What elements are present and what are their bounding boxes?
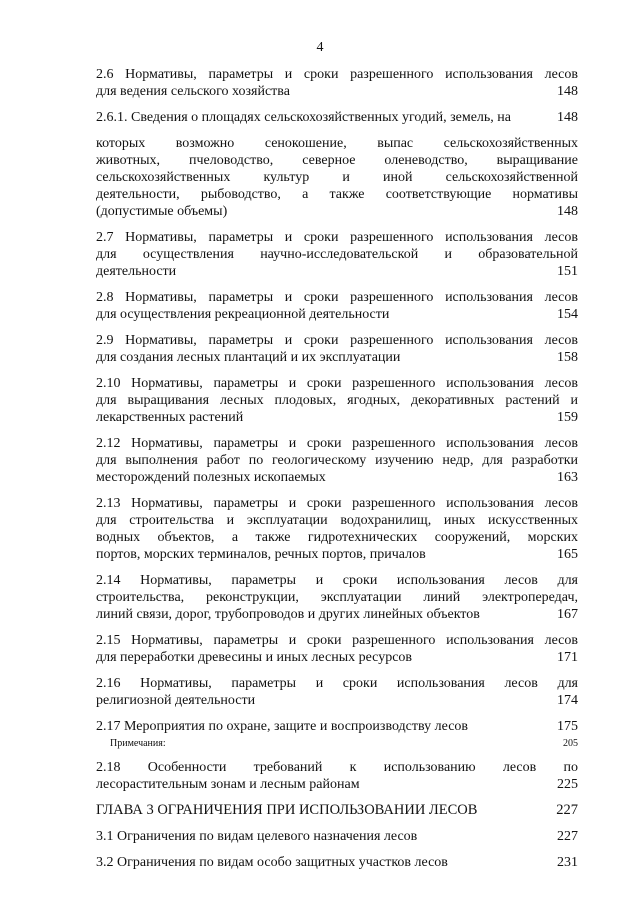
toc-entry-text-line: строительства, реконструкции, эксплуатации линий электропередач, [96,590,578,605]
toc-entry-last-line [96,649,578,666]
toc-entry-title: религиозной деятельности [96,693,256,708]
toc-entry-last-line [96,469,578,486]
toc-entry-text-line: 2.7 Нормативы, параметры и сроки разрешенного использования лесов [96,230,578,245]
toc-entry-last-line [96,83,578,100]
toc-entry-text-line: для выполнения работ по геологическому изучению недр, для разработки [96,453,578,468]
toc-page-number: 227 [556,802,578,818]
toc-entry-text-line: водных объектов, а также гидротехнических сооружений, морских [96,530,578,545]
toc-entry-text-line: 2.13 Нормативы, параметры и сроки разрешенного использования лесов [96,496,578,511]
toc-entry[interactable] [96,435,578,486]
toc-entry-last-line [96,349,578,366]
toc-entry[interactable] [96,66,578,100]
toc-entry-title: ГЛАВА 3 ОГРАНИЧЕНИЯ ПРИ ИСПОЛЬЗОВАНИИ ЛЕСОВ [96,802,478,818]
toc-entry-text-line: 2.16 Нормативы, параметры и сроки использования лесов для [96,676,578,691]
toc-entry-title: лекарственных растений [96,410,244,425]
toc-entry-last-line [96,606,578,623]
toc-entry-title: 3.2 Ограничения по видам особо защитных участков лесов [96,855,448,870]
toc-entry-last-line [96,263,578,280]
toc-page-number: 227 [557,829,578,844]
toc-entry-title: деятельности [96,264,177,279]
toc-entry-title: для осуществления рекреационной деятельности [96,307,390,322]
toc-chapter-entry[interactable] [96,802,578,819]
toc-entry[interactable] [96,854,578,871]
toc-entry[interactable] [96,495,578,563]
toc-page-number: 163 [557,470,578,485]
toc-entry-last-line [96,546,578,563]
toc-entry-text-line: 2.12 Нормативы, параметры и сроки разрешенного использования лесов [96,436,578,451]
toc-page-number: 175 [557,719,578,734]
toc-entry-last-line [96,203,578,220]
toc-entry-title: (допустимые объемы) [96,204,228,219]
toc-page-number: 167 [557,607,578,622]
toc-entry-last-line [96,306,578,323]
toc-page-number: 159 [557,410,578,425]
toc-entry[interactable] [96,828,578,845]
toc-entry-text-line: для осуществления научно-исследовательской и образовательной [96,247,578,262]
toc-entry[interactable] [96,572,578,623]
toc-page-number: 165 [557,547,578,562]
toc-entry-last-line [96,828,578,845]
toc-entry-title: 2.6.1. Сведения о площадях сельскохозяйственных угодий, земель, на [96,110,512,125]
toc-entry-last-line [96,409,578,426]
toc-entry-title: 2.17 Мероприятия по охране, защите и воспроизводству лесов [96,719,469,734]
toc-entry[interactable] [96,632,578,666]
toc-entry-last-line [96,718,578,735]
toc-entry[interactable] [96,375,578,426]
toc-entry-text-line: деятельности, рыбоводство, а также соответствующие нормативы [96,187,578,202]
toc-entry-last-line [96,776,578,793]
toc-entry-text-line: для строительства и эксплуатации водохранилищ, иных искусственных [96,513,578,528]
notes-label: Примечания: [110,738,166,749]
toc-entry[interactable] [96,332,578,366]
toc-entry-text-line: 2.14 Нормативы, параметры и сроки использования лесов для [96,573,578,588]
toc-entry-title: портов, морских терминалов, речных портов, причалов [96,547,426,562]
toc-page-number: 151 [557,264,578,279]
toc-page-number: 148 [557,110,578,125]
toc-entry-text-line: 2.6 Нормативы, параметры и сроки разрешенного использования лесов [96,67,578,82]
toc-page-number: 171 [557,650,578,665]
toc-entry[interactable] [96,289,578,323]
toc-section-2 [96,66,578,735]
toc-entry[interactable] [96,675,578,709]
toc-entry-title: линий связи, дорог, трубопроводов и других линейных объектов [96,607,480,622]
toc-entry-title: для создания лесных плантаций и их эксплуатации [96,350,401,365]
toc-page-number: 174 [557,693,578,708]
toc-page-number: 231 [557,855,578,870]
toc-entry-title: 3.1 Ограничения по видам целевого назначения лесов [96,829,418,844]
page-number: 4 [316,40,324,55]
table-of-contents [96,66,578,880]
toc-entry-last-line [96,692,578,709]
toc-entry-text-line: 2.8 Нормативы, параметры и сроки разрешенного использования лесов [96,290,578,305]
toc-entry[interactable] [96,759,578,793]
toc-entry-text-line: 2.9 Нормативы, параметры и сроки разрешенного использования лесов [96,333,578,348]
toc-page-number: 158 [557,350,578,365]
toc-entry[interactable] [96,135,578,220]
toc-entry-last-line [96,854,578,871]
toc-entry[interactable] [96,229,578,280]
toc-page-number: 154 [557,307,578,322]
toc-entry-text-line: животных, пчеловодство, северное оленеводство, выращивание [96,153,578,168]
toc-entry-title: для ведения сельского хозяйства [96,84,290,99]
toc-entry-text-line: 2.15 Нормативы, параметры и сроки разрешенного использования лесов [96,633,578,648]
toc-entry[interactable] [96,718,578,735]
toc-entry-title: для переработки древесины и иных лесных ресурсов [96,650,413,665]
notes-entry[interactable] [96,737,578,751]
toc-entry-text-line: 2.18 Особенности требований к использованию лесов по [96,760,578,775]
toc-page-number: 148 [557,84,578,99]
toc-page-number: 148 [557,204,578,219]
toc-entry-title: лесорастительным зонам и лесным районам [96,777,360,792]
notes-page-number: 205 [563,738,578,749]
toc-entry-text-line: которых возможно сенокошение, выпас сельскохозяйственных [96,136,578,151]
toc-entry-text-line: сельскохозяйственных культур и иной сельскохозяйственной [96,170,578,185]
toc-section-3 [96,759,578,871]
toc-entry[interactable] [96,109,578,126]
toc-entry-title: месторождений полезных ископаемых [96,470,326,485]
toc-entry-text-line: 2.10 Нормативы, параметры и сроки разрешенного использования лесов [96,376,578,391]
toc-entry-last-line [96,802,578,819]
toc-page-number: 225 [557,777,578,792]
toc-entry-last-line [96,109,578,126]
toc-entry-text-line: для выращивания лесных плодовых, ягодных, декоративных растений и [96,393,578,408]
